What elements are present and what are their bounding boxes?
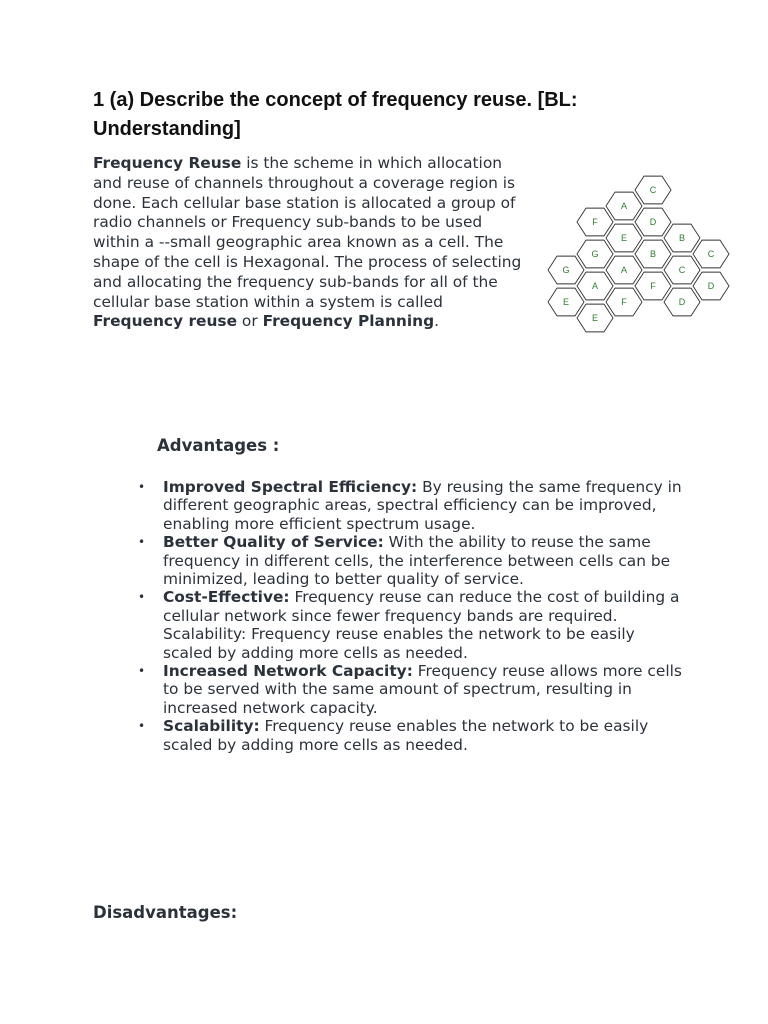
advantage-item-title: Cost-Effective: [163, 588, 290, 607]
advantage-item-title: Scalability: [163, 717, 260, 736]
advantage-item-text: Frequency reuse can reduce the cost of building a cellular network since fewer frequency bands are required. [163, 588, 680, 625]
hex-cell-label: C [678, 265, 686, 275]
advantage-item-continuation [163, 625, 683, 662]
intro-term-3: Frequency Planning [262, 312, 435, 331]
disadvantages-title: Disadvantages: [93, 903, 238, 922]
hex-cell-label: A [591, 281, 599, 291]
hex-cell-label: A [620, 265, 628, 275]
hex-cell-label: B [649, 249, 657, 259]
intro-end: . [434, 312, 440, 331]
hex-cell-label: B [678, 233, 686, 243]
hex-cell-label: D [707, 281, 715, 291]
hex-cell-label: C [707, 249, 715, 259]
hex-cell-label: E [591, 313, 599, 323]
advantage-item-text: By reusing the same frequency in different geographic areas, spectral efficiency can be improved, enabling more efficient spectrum usage. [163, 478, 682, 533]
hex-cell-label: E [562, 297, 570, 307]
intro-term-2: Frequency reuse [93, 312, 238, 331]
hex-cell-label: A [620, 201, 628, 211]
advantage-item [163, 662, 683, 717]
advantage-item-text: Frequency reuse enables the network to be easily scaled by adding more cells as needed. [163, 717, 649, 754]
hexagonal-cell-diagram [535, 170, 735, 340]
advantage-item [163, 588, 683, 625]
advantage-item-text: With the ability to reuse the same frequency in different cells, the interference between cells can be minimized, leading to better quality of service. [163, 533, 671, 589]
hex-cell-label: F [650, 281, 656, 291]
intro-paragraph [93, 154, 533, 332]
advantages-title: Advantages : [157, 436, 280, 455]
hex-cell-label: E [620, 233, 628, 243]
hex-cell-label: G [562, 265, 570, 275]
intro-body: is the scheme in which allocation and reuse of channels throughout a coverage region is done. Each cellular base station is allocated a group of radio channels or Frequency sub-bands to be used within a --small geographic area known as a cell. The shape of the cell is Hexagonal. The process of selecting and allocating the frequency sub-bands for all of the cellular base station within a system is called [93, 154, 522, 311]
advantage-item-text: Scalability: Frequency reuse enables the network to be easily scaled by adding more cells as needed. [163, 625, 635, 662]
advantage-item [163, 717, 683, 754]
hex-cell-label: D [678, 297, 686, 307]
advantage-item-title: Increased Network Capacity: [163, 662, 413, 681]
intro-conj: or [237, 312, 263, 331]
question-heading: 1 (a) Describe the concept of frequency reuse. [BL: Understanding] [93, 89, 578, 140]
advantage-item [163, 478, 683, 533]
hex-cell-label: D [649, 217, 657, 227]
intro-term: Frequency Reuse [93, 154, 242, 172]
hex-cell-label: F [592, 217, 598, 227]
advantage-item-title: Better Quality of Service: [163, 533, 384, 552]
hex-cell-label: F [621, 297, 627, 307]
advantages-list [163, 478, 683, 754]
advantage-item-title: Improved Spectral Efficiency: [163, 478, 418, 496]
advantage-item-text: Frequency reuse allows more cells to be served with the same amount of spectrum, resulting in increased network capacity. [163, 662, 682, 717]
hex-cell-label: C [649, 185, 657, 195]
hex-cell-label: G [591, 249, 599, 259]
advantage-item [163, 533, 683, 588]
